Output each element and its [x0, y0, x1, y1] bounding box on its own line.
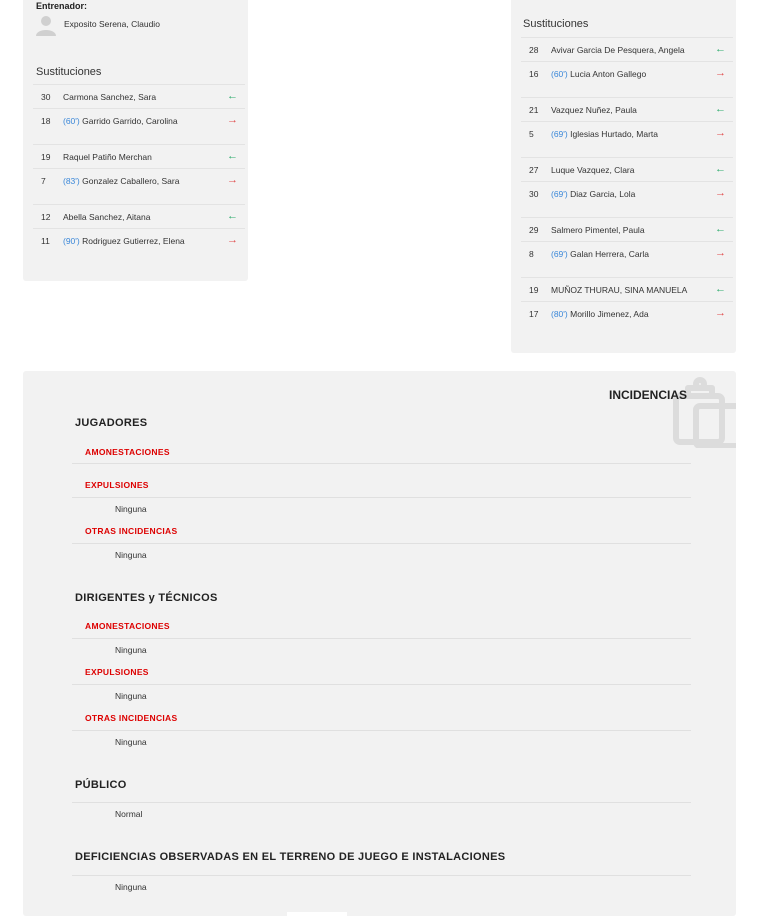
players-expulsions-value: Ninguna [115, 504, 147, 514]
divider [72, 463, 691, 464]
player-name-cell [551, 105, 637, 115]
player-name-cell [551, 45, 685, 55]
player-name-cell [551, 285, 687, 295]
substitutions-title: Sustituciones [523, 18, 589, 30]
arrow-right-icon: → [715, 187, 726, 199]
players-other-label: OTRAS INCIDENCIAS [85, 526, 178, 536]
divider [72, 875, 691, 876]
player-number: 7 [41, 176, 46, 186]
clipboard-icon [672, 376, 736, 448]
player-number: 19 [41, 152, 51, 162]
avatar-placeholder-icon [35, 14, 57, 36]
divider [72, 543, 691, 544]
divider [72, 730, 691, 731]
player-number: 28 [529, 45, 539, 55]
player-name: Iglesias Hurtado, Marta [570, 129, 658, 139]
officials-other-label: OTRAS INCIDENCIAS [85, 713, 178, 723]
away-team-panel [511, 0, 736, 353]
player-name-cell [63, 236, 185, 246]
player-name: Avivar Garcia De Pesquera, Angela [551, 45, 685, 55]
player-name: Carmona Sanchez, Sara [63, 92, 157, 102]
player-name: Rodriguez Gutierrez, Elena [82, 236, 185, 246]
player-name-cell [551, 249, 649, 259]
players-expulsions-label: EXPULSIONES [85, 480, 149, 490]
arrow-right-icon: → [227, 234, 238, 246]
divider [72, 638, 691, 639]
player-name-cell [63, 116, 178, 126]
players-heading: JUGADORES [75, 417, 148, 429]
player-name-cell [551, 225, 645, 235]
player-name: Garrido Garrido, Carolina [82, 116, 178, 126]
player-name-cell [551, 165, 634, 175]
player-number: 19 [529, 285, 539, 295]
officials-other-value: Ninguna [115, 737, 147, 747]
officials-expulsions-label: EXPULSIONES [85, 667, 149, 677]
arrow-left-icon: ← [227, 90, 238, 102]
player-number: 30 [529, 189, 539, 199]
incidents-panel [23, 371, 736, 916]
deficiencies-value: Ninguna [115, 882, 147, 892]
substitution-row [33, 168, 245, 192]
player-name: Galan Herrera, Carla [570, 249, 650, 259]
substitution-row [521, 181, 733, 205]
deficiencies-heading: DEFICIENCIAS OBSERVADAS EN EL TERRENO DE JUEGO E INSTALACIONES [75, 851, 506, 863]
substitution-row [521, 121, 733, 145]
player-name: Salmero Pimentel, Paula [551, 225, 645, 235]
public-heading: PÚBLICO [75, 779, 127, 791]
substitution-row [521, 97, 733, 121]
divider [72, 684, 691, 685]
substitution-row [33, 108, 245, 132]
player-number: 11 [41, 236, 50, 246]
player-name: Vazquez Nuñez, Paula [551, 105, 637, 115]
player-name-cell [551, 129, 658, 139]
substitution-row [33, 228, 245, 252]
incidents-title: INCIDENCIAS [608, 388, 687, 402]
officials-expulsions-value: Ninguna [115, 691, 147, 701]
substitution-minute: (90') [63, 236, 80, 246]
substitution-row [33, 144, 245, 168]
substitution-minute: (60') [63, 116, 80, 126]
player-name: Diaz Garcia, Lola [570, 189, 636, 199]
player-name: Lucia Anton Gallego [570, 69, 647, 79]
player-number: 21 [529, 105, 539, 115]
players-other-value: Ninguna [115, 550, 147, 560]
substitutions-title: Sustituciones [36, 66, 102, 78]
divider [72, 802, 691, 803]
arrow-left-icon: ← [715, 103, 726, 115]
substitution-minute: (80') [551, 309, 568, 319]
arrow-right-icon: → [227, 114, 238, 126]
player-name: Morillo Jimenez, Ada [570, 309, 649, 319]
player-name: Luque Vazquez, Clara [551, 165, 635, 175]
player-name-cell [63, 92, 156, 102]
substitution-minute: (69') [551, 249, 568, 259]
players-cautions-label: AMONESTACIONES [85, 447, 170, 457]
player-name: Raquel Patiño Merchan [63, 152, 152, 162]
substitution-minute: (69') [551, 129, 568, 139]
coach-name: Exposito Serena, Claudio [64, 19, 160, 29]
substitution-minute: (69') [551, 189, 568, 199]
player-number: 18 [41, 116, 51, 126]
arrow-left-icon: ← [715, 163, 726, 175]
arrow-left-icon: ← [715, 283, 726, 295]
arrow-left-icon: ← [715, 223, 726, 235]
home-team-panel [23, 0, 248, 281]
arrow-right-icon: → [715, 67, 726, 79]
arrow-left-icon: ← [227, 150, 238, 162]
player-name: Gonzalez Caballero, Sara [82, 176, 180, 186]
substitution-minute: (83') [63, 176, 80, 186]
substitutions-list [521, 37, 733, 325]
player-name-cell [63, 212, 150, 222]
substitution-row [521, 277, 733, 301]
player-name: Abella Sanchez, Aitana [63, 212, 151, 222]
substitution-row [33, 84, 245, 108]
substitution-row [521, 217, 733, 241]
substitution-row [521, 37, 733, 61]
substitution-row [521, 301, 733, 325]
player-name-cell [551, 309, 649, 319]
substitution-row [521, 241, 733, 265]
substitutions-list [33, 84, 245, 252]
substitution-row [521, 157, 733, 181]
player-number: 29 [529, 225, 539, 235]
player-number: 27 [529, 165, 539, 175]
arrow-right-icon: → [715, 247, 726, 259]
arrow-right-icon: → [227, 174, 238, 186]
officials-heading: DIRIGENTES y TÉCNICOS [75, 592, 218, 604]
player-name-cell [63, 176, 179, 186]
officials-cautions-value: Ninguna [115, 645, 147, 655]
substitution-row [33, 204, 245, 228]
player-number: 12 [41, 212, 51, 222]
player-number: 16 [529, 69, 539, 79]
public-value: Normal [115, 809, 143, 819]
player-number: 30 [41, 92, 51, 102]
player-number: 17 [529, 309, 539, 319]
coach-label: Entrenador: [36, 1, 88, 11]
player-number: 5 [529, 129, 534, 139]
player-name-cell [551, 69, 646, 79]
substitution-row [521, 61, 733, 85]
arrow-right-icon: → [715, 127, 726, 139]
divider [287, 912, 347, 916]
player-name-cell [551, 189, 635, 199]
player-name-cell [63, 152, 152, 162]
player-name: MUÑOZ THURAU, SINA MANUELA [551, 285, 688, 295]
arrow-left-icon: ← [715, 43, 726, 55]
player-number: 8 [529, 249, 534, 259]
arrow-left-icon: ← [227, 210, 238, 222]
arrow-right-icon: → [715, 307, 726, 319]
divider [72, 497, 691, 498]
substitution-minute: (60') [551, 69, 568, 79]
officials-cautions-label: AMONESTACIONES [85, 621, 170, 631]
